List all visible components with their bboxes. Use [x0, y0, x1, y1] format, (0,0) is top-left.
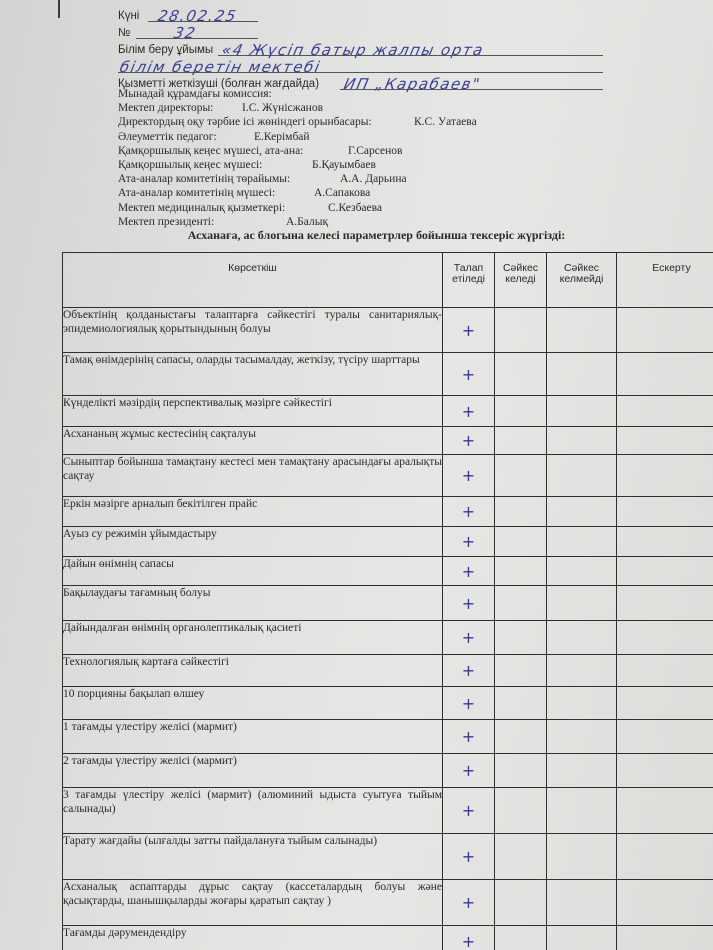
number-row [118, 23, 708, 40]
criterion-cell: Сыныптар бойынша тамақтану кестесі мен тамақтану арасындағы аралықты сақтау [63, 455, 443, 497]
commission-member [118, 101, 708, 115]
commission-member [118, 130, 708, 144]
table-row [63, 497, 713, 527]
commission-intro: Мынадай құрамдағы комиссия: [118, 88, 272, 100]
compliant-cell [495, 586, 547, 621]
member-name: Е.Керімбай [254, 130, 310, 143]
note-cell [617, 754, 713, 788]
section-title: Асханаға, ас блогына келесі параметрлер бойынша тексеріс жүргізді: [187, 228, 566, 242]
noncompliant-cell [547, 655, 617, 687]
table-row [63, 427, 713, 455]
date-value: 28.02.25 [156, 7, 239, 25]
required-mark: + [443, 687, 495, 720]
noncompliant-cell [547, 455, 617, 497]
member-name: І.С. Жүнісжанов [242, 102, 324, 115]
commission-member [118, 144, 708, 158]
note-cell [617, 720, 713, 754]
noncompliant-cell [547, 497, 617, 527]
inspection-table [62, 252, 713, 950]
school-row-2 [118, 57, 708, 74]
required-mark: + [443, 926, 495, 950]
table-header-row [63, 253, 713, 308]
compliant-cell [495, 788, 547, 834]
column-header: Сәйкес келеді [495, 253, 547, 308]
number-underline [136, 38, 258, 39]
table-row [63, 308, 713, 353]
note-cell [617, 926, 713, 950]
commission-member [118, 186, 708, 200]
member-role: Ата-аналар комитетінің мүшесі: [118, 187, 276, 200]
table-row [63, 557, 713, 586]
member-name: А.А. Дарьина [340, 173, 407, 186]
member-name: А.Сапакова [314, 187, 371, 200]
compliant-cell [495, 427, 547, 455]
note-cell [617, 687, 713, 720]
note-cell [617, 834, 713, 880]
school-value-line1: «4 Жүсіп батыр жалпы орта [220, 41, 486, 59]
required-mark: + [443, 353, 495, 396]
column-header: Көрсеткіш [63, 253, 443, 308]
member-name: С.Кезбаева [328, 201, 383, 214]
table-row [63, 880, 713, 926]
column-header: Ескерту [617, 253, 713, 308]
noncompliant-cell [547, 621, 617, 655]
provider-label: Қызметті жеткізуші (болған жағдайда) [118, 78, 320, 90]
noncompliant-cell [547, 687, 617, 720]
compliant-cell [495, 497, 547, 527]
criterion-cell: Бақылаудағы тағамның болуы [63, 586, 443, 621]
criterion-cell: 2 тағамды үлестіру желісі (мармит) [63, 754, 443, 788]
member-role: Қамқоршылық кеңес мүшесі: [118, 158, 263, 171]
table-row [63, 455, 713, 497]
criterion-cell: 3 тағамды үлестіру желісі (мармит) (алюминий ыдыста суытуға тыйым салынады) [63, 788, 443, 834]
noncompliant-cell [547, 926, 617, 950]
table-row [63, 926, 713, 950]
criterion-cell: Дайын өнімнің сапасы [63, 557, 443, 586]
required-mark: + [443, 788, 495, 834]
criterion-cell: Күнделікті мәзірдің перспективалық мәзірге сәйкестігі [63, 396, 443, 427]
required-mark: + [443, 621, 495, 655]
table-row [63, 655, 713, 687]
member-role: Қамқоршылық кеңес мүшесі, ата-ана: [118, 144, 304, 157]
note-cell [617, 497, 713, 527]
note-cell [617, 586, 713, 621]
criterion-cell: Асхананың жұмыс кестесінің сақталуы [63, 427, 443, 455]
note-cell [617, 880, 713, 926]
note-cell [617, 396, 713, 427]
member-role: Мектеп президенті: [118, 215, 215, 228]
required-mark: + [443, 455, 495, 497]
table-row [63, 527, 713, 557]
number-value: 32 [172, 24, 199, 42]
compliant-cell [495, 621, 547, 655]
criterion-cell: Ауыз су режимін ұйымдастыру [63, 527, 443, 557]
note-cell [617, 527, 713, 557]
criterion-cell: Еркін мәзірге арналып бекітілген прайс [63, 497, 443, 527]
criterion-cell: Тамақ өнімдерінің сапасы, оларды тасымалдау, жеткізу, түсіру шарттары [63, 353, 443, 396]
criterion-cell: 10 порцияны бақылап өлшеу [63, 687, 443, 720]
member-name: К.С. Уатаева [414, 116, 477, 129]
noncompliant-cell [547, 527, 617, 557]
table-row [63, 720, 713, 754]
noncompliant-cell [547, 427, 617, 455]
required-mark: + [443, 557, 495, 586]
member-role: Ата-аналар комитетінің төрайымы: [118, 173, 291, 186]
school-row [118, 40, 708, 57]
member-name: Б.Қауымбаев [312, 158, 376, 171]
required-mark: + [443, 396, 495, 427]
noncompliant-cell [547, 788, 617, 834]
required-mark: + [443, 655, 495, 687]
noncompliant-cell [547, 834, 617, 880]
noncompliant-cell [547, 586, 617, 621]
compliant-cell [495, 396, 547, 427]
noncompliant-cell [547, 880, 617, 926]
school-label: Білім беру ұйымы [118, 44, 214, 56]
note-cell [617, 353, 713, 396]
compliant-cell [495, 655, 547, 687]
required-mark: + [443, 427, 495, 455]
compliant-cell [495, 834, 547, 880]
required-mark: + [443, 880, 495, 926]
note-cell [617, 621, 713, 655]
required-mark: + [443, 308, 495, 353]
member-role: Директордың оқу тәрбие ісі жөніндегі орынбасары: [118, 116, 372, 129]
date-label: Күні [118, 10, 140, 22]
note-cell [617, 557, 713, 586]
table-row [63, 621, 713, 655]
table-row [63, 788, 713, 834]
school-value-line2: білім беретін мектебі [118, 58, 323, 76]
commission-member [118, 158, 708, 172]
table-row [63, 834, 713, 880]
criterion-cell: Дайындалған өнімнің органолептикалық қасиеті [63, 621, 443, 655]
required-mark: + [443, 586, 495, 621]
commission-member [118, 172, 708, 186]
required-mark: + [443, 754, 495, 788]
table-row [63, 586, 713, 621]
note-cell [617, 427, 713, 455]
criterion-cell: Асханалық аспаптарды дұрыс сақтау (кассеталардың болуы және қасықтарды, шанышқыларды жоғары қаратып сақтау ) [63, 880, 443, 926]
noncompliant-cell [547, 557, 617, 586]
compliant-cell [495, 926, 547, 950]
commission-member [118, 215, 708, 229]
criterion-cell: 1 тағамды үлестіру желісі (мармит) [63, 720, 443, 754]
compliant-cell [495, 880, 547, 926]
commission-intro-line [118, 87, 708, 101]
required-mark: + [443, 527, 495, 557]
date-row [118, 6, 708, 23]
provider-value: ИП „Карабаев" [342, 75, 483, 93]
table-row [63, 353, 713, 396]
required-mark: + [443, 497, 495, 527]
criterion-cell: Тағамды дәрумендендіру [63, 926, 443, 950]
compliant-cell [495, 720, 547, 754]
compliant-cell [495, 353, 547, 396]
member-role: Әлеуметтік педагог: [118, 130, 217, 143]
column-header: Талап етіледі [443, 253, 495, 308]
noncompliant-cell [547, 720, 617, 754]
required-mark: + [443, 834, 495, 880]
member-role: Мектеп директоры: [118, 102, 214, 115]
commission-list [118, 87, 708, 229]
noncompliant-cell [547, 754, 617, 788]
member-name: А.Балық [286, 215, 329, 228]
criterion-cell: Технологиялық картаға сәйкестігі [63, 655, 443, 687]
required-mark: + [443, 720, 495, 754]
member-name: Г.Сарсенов [348, 144, 403, 157]
note-cell [617, 655, 713, 687]
binder-line [58, 0, 60, 18]
compliant-cell [495, 754, 547, 788]
note-cell [617, 788, 713, 834]
column-header: Сәйкес келмейді [547, 253, 617, 308]
form-header [118, 6, 708, 91]
compliant-cell [495, 687, 547, 720]
note-cell [617, 308, 713, 353]
table-row [63, 754, 713, 788]
criterion-cell: Объектінің қолданыстағы талаптарға сәйкестігі туралы санитариялық-эпидемиологиялық қорытындының болуы [63, 308, 443, 353]
noncompliant-cell [547, 353, 617, 396]
criterion-cell: Тарату жағдайы (ылғалды затты пайдалануға тыйым салынады) [63, 834, 443, 880]
noncompliant-cell [547, 308, 617, 353]
table-row [63, 687, 713, 720]
compliant-cell [495, 557, 547, 586]
member-role: Мектеп медициналық қызметкері: [118, 201, 286, 214]
table-row [63, 396, 713, 427]
compliant-cell [495, 308, 547, 353]
commission-member [118, 115, 708, 129]
noncompliant-cell [547, 396, 617, 427]
commission-member [118, 201, 708, 215]
note-cell [617, 455, 713, 497]
number-label: № [118, 27, 131, 39]
compliant-cell [495, 455, 547, 497]
compliant-cell [495, 527, 547, 557]
